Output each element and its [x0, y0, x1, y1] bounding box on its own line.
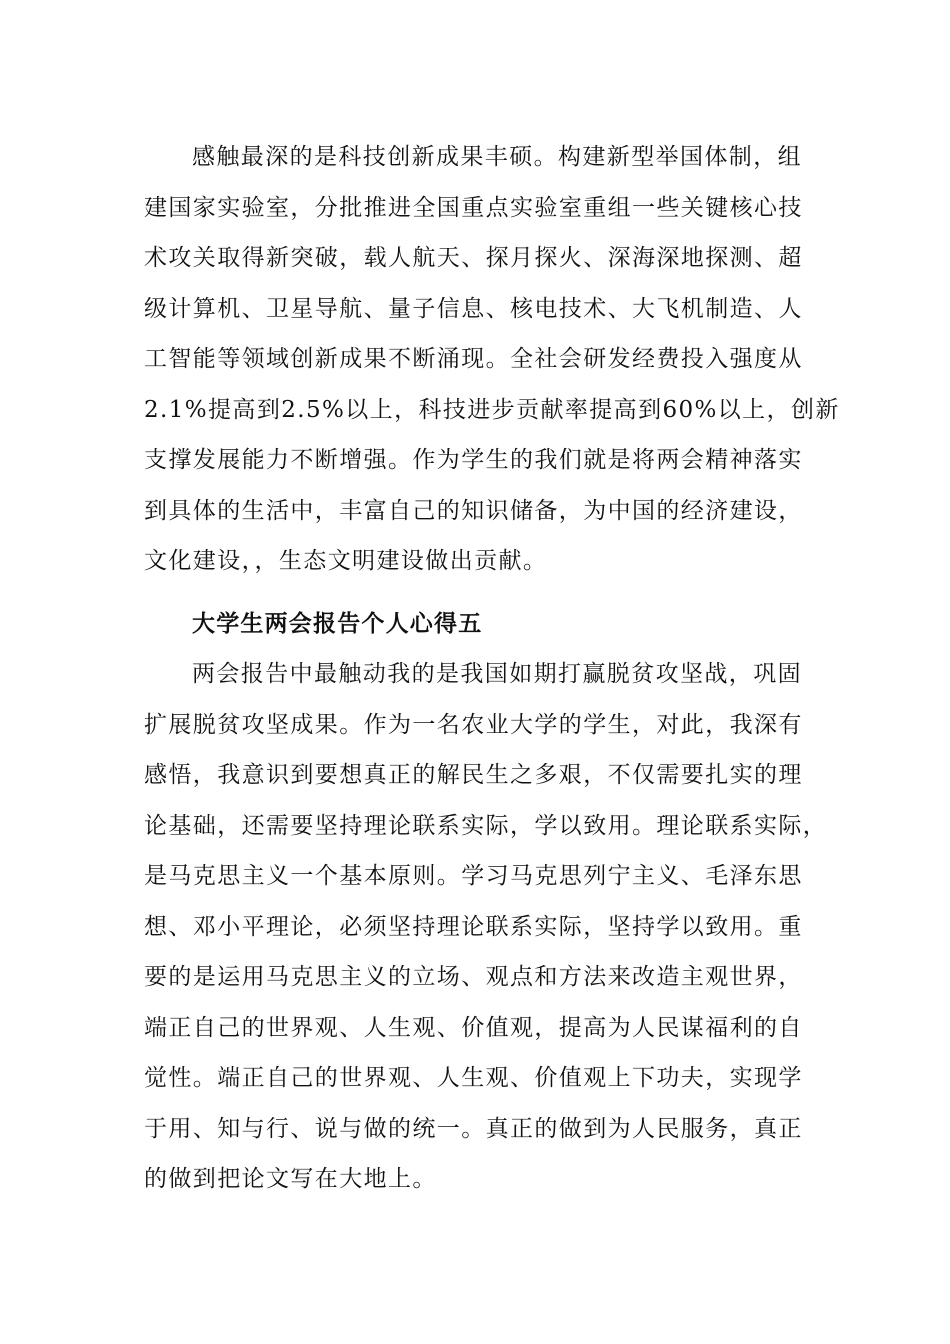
paragraph-line: 论基础，还需要坚持理论联系实际，学以致用。理论联系实际， [144, 812, 828, 839]
paragraph-line: 感触最深的是科技创新成果丰硕。构建新型举国体制，组 [192, 144, 802, 170]
paragraph-poverty-alleviation [144, 649, 828, 1205]
paragraph-line: 扩展脱贫攻坚成果。作为一名农业大学的学生，对此，我深有 [144, 711, 803, 738]
paragraph-line: 端正自己的世界观、人生观、价值观，提高为人民谋福利的自 [144, 1014, 803, 1041]
document-body [144, 132, 840, 1205]
paragraph-line: 于用、知与行、说与做的统一。真正的做到为人民服务，真正 [144, 1115, 803, 1142]
paragraph-line: 的做到把论文写在大地上。 [144, 1166, 437, 1192]
paragraph-line: 到具体的生活中，丰富自己的知识储备，为中国的经济建设， [144, 497, 803, 524]
paragraph-line: 2.1%提高到2.5%以上，科技进步贡献率提高到60%以上，创新 [144, 396, 840, 423]
paragraph-line: 术攻关取得新突破，载人航天、探月探火、深海深地探测、超 [144, 245, 803, 271]
paragraph-line: 感悟，我意识到要想真正的解民生之多艰，不仅需要扎实的理 [144, 762, 803, 788]
paragraph-line: 工智能等领域创新成果不断涌现。全社会研发经费投入强度从 [144, 346, 803, 372]
paragraph-line: 想、邓小平理论，必须坚持理论联系实际，坚持学以致用。重 [144, 913, 803, 940]
paragraph-line: 建国家实验室，分批推进全国重点实验室重组一些关键核心技 [144, 194, 803, 221]
paragraph-line: 级计算机、卫星导航、量子信息、核电技术、大飞机制造、人 [144, 295, 803, 322]
paragraph-line: 觉性。端正自己的世界观、人生观、价值观上下功夫，实现学 [144, 1065, 803, 1091]
section-heading: 大学生两会报告个人心得五 [192, 610, 483, 637]
paragraph-line: 两会报告中最触动我的是我国如期打赢脱贫攻坚战，巩固 [192, 661, 802, 687]
paragraph-line: 是马克思主义一个基本原则。学习马克思列宁主义、毛泽东思 [144, 863, 803, 889]
paragraph-line: 文化建设，，生态文明建设做出贡献。 [144, 548, 548, 574]
paragraph-science-innovation [144, 132, 840, 587]
paragraph-line: 要的是运用马克思主义的立场、观点和方法来改造主观世界， [144, 964, 803, 990]
paragraph-line: 支撑发展能力不断增强。作为学生的我们就是将两会精神落实 [144, 447, 803, 473]
section-heading-wrapper [144, 599, 794, 650]
